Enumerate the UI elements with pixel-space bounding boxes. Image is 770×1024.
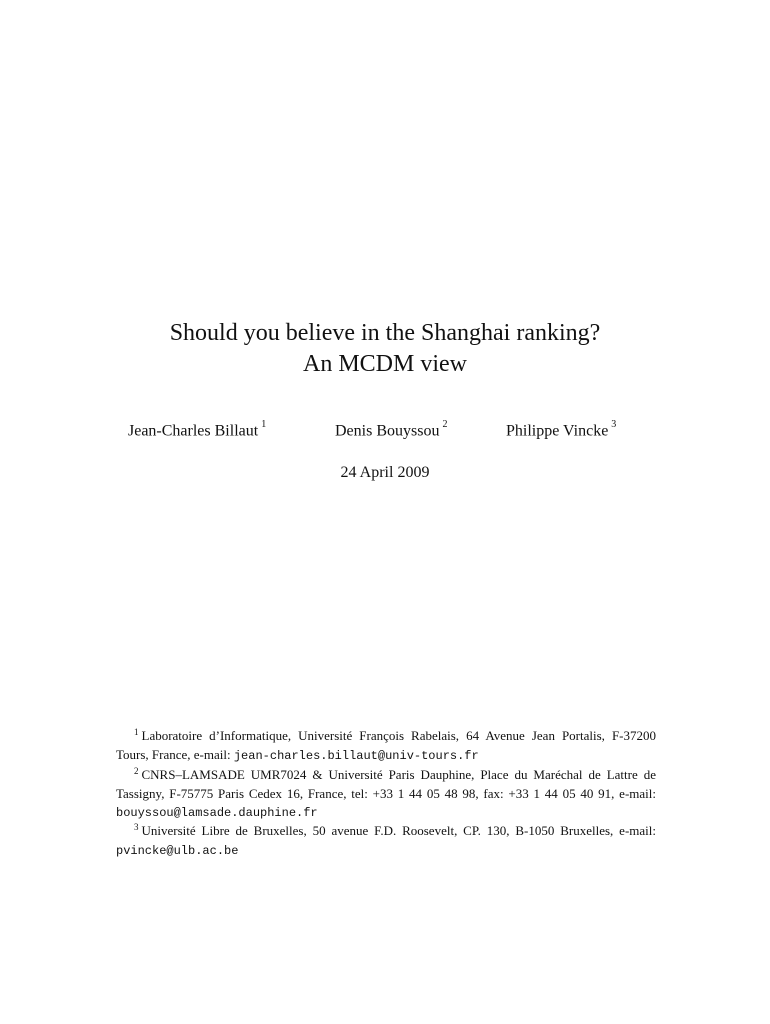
paper-title [0,318,770,380]
footnote-3 [116,822,656,861]
author-footnote-mark: 1 [261,419,267,430]
author-name: Philippe Vincke [506,422,609,440]
footnotes [116,727,656,861]
footnote-text: Laboratoire d’Informatique, Université François Rabelais, 64 Avenue Jean Portalis, F-37200 Tours, France, e-mail: [116,728,656,763]
footnote-1 [116,727,656,766]
author-name: Jean-Charles Billaut [128,422,259,440]
author-footnote-mark: 3 [611,419,617,430]
footnote-mark: 3 [134,822,139,833]
footnote-email: bouyssou@lamsade.dauphine.fr [116,805,318,820]
footnote-mark: 2 [134,765,139,776]
paper-date: 24 April 2009 [340,464,430,481]
footnote-email: pvincke@ulb.ac.be [116,844,239,859]
footnote-text: CNRS–LAMSADE UMR7024 & Université Paris Dauphine, Place du Maréchal de Lattre de Tassigny, F-75775 Paris Cedex 16, France, tel: +33 1 44 05 48 98, fax: +33 1 44 05 40 91, e-mail: [116,766,656,802]
footnote-text: Université Libre de Bruxelles, 50 avenue F.D. Roosevelt, CP. 130, B-1050 Bruxelles, e-mail: [141,823,656,839]
title-line-2: An MCDM view [302,351,467,377]
author-vincke [506,421,616,440]
author-bouyssou [335,421,447,440]
footnote-mark: 1 [134,727,139,737]
title-line-1: Should you believe in the Shanghai ranking? [169,320,601,346]
footnote-email: jean-charles.billaut@univ-tours.fr [233,749,479,764]
footnote-2 [116,766,656,822]
author-billaut [128,421,266,440]
author-name: Denis Bouyssou [335,422,440,440]
author-footnote-mark: 2 [442,419,448,430]
